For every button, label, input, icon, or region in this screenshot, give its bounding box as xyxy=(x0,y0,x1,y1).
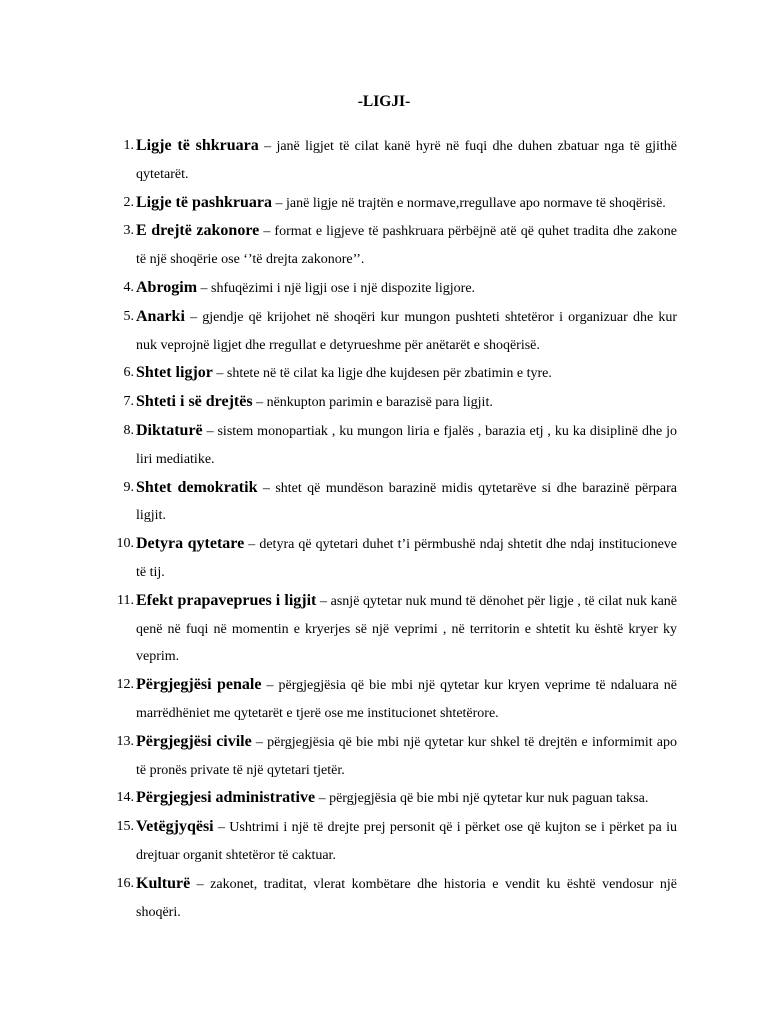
glossary-item xyxy=(116,813,677,870)
item-term: Ligje të pashkruara xyxy=(136,193,272,211)
glossary-item xyxy=(123,189,677,218)
item-separator: – xyxy=(190,876,211,892)
item-separator: – xyxy=(212,366,227,382)
item-number: 11. xyxy=(117,592,134,608)
item-separator: – xyxy=(251,734,268,750)
item-separator: – xyxy=(272,195,286,211)
item-separator: – xyxy=(258,139,277,154)
item-definition: nënkupton parimin e barazisë para ligjit. xyxy=(266,395,493,411)
item-number: 9. xyxy=(123,479,134,495)
item-separator: – xyxy=(244,537,260,553)
item-definition: përgjegjësia që bie mbi një qytetar kur nuk paguan taksa. xyxy=(329,791,649,807)
item-definition: gjendje që krijohet në shoqëri kur mungon pushteti shtetëror i organizuar dhe kur nuk veprojnë ligjet dhe rregullat e detyrueshme për anëtarët e shoqërisë. xyxy=(136,309,678,353)
item-number: 2. xyxy=(123,194,134,210)
glossary-item xyxy=(116,784,677,813)
item-term: E drejtë zakonore xyxy=(136,222,260,240)
item-definition: asnjë qytetar nuk mund të dënohet për ligje , të cilat nuk kanë qenë në fuqi në momentin e kryerjes së një veprimi , në territorin e shtetit ku është kryer ky veprim. xyxy=(136,593,677,665)
item-term: Detyra qytetare xyxy=(136,535,245,553)
item-term: Diktaturë xyxy=(136,421,203,439)
glossary-item xyxy=(123,388,677,417)
item-number: 15. xyxy=(116,819,134,835)
item-definition: shfuqëzimi i një ligji ose i një dispozite ligjore. xyxy=(211,280,476,296)
item-separator: – xyxy=(213,820,230,836)
item-term: Ligje të shkruara xyxy=(136,137,259,154)
item-number: 1. xyxy=(123,138,134,153)
item-separator: – xyxy=(315,791,330,807)
item-definition: Ushtrimi i një të drejte prej personit që i përket ose që kujton se i përket pa iu drejtuar organit shtetëror të caktuar. xyxy=(136,820,677,863)
glossary-item xyxy=(116,870,677,927)
item-definition: detyra që qytetari duhet t’i përmbushë ndaj shtetit dhe ndaj institucioneve të tij. xyxy=(136,537,678,580)
glossary-item xyxy=(116,530,678,587)
item-term: Përgjegjësi civile xyxy=(136,732,252,750)
item-number: 14. xyxy=(116,790,134,806)
item-separator: – xyxy=(261,678,279,694)
item-definition: përgjegjësia që bie mbi një qytetar kur kryen veprime të ndaluara në marrëdhëniet me qytetarët e tjerë ose me institucionet shtetërore. xyxy=(136,678,678,721)
item-term: Shteti i së drejtës xyxy=(136,393,253,411)
item-definition: përgjegjësia që bie mbi një qytetar kur shkel të drejtën e informimit apo të pronës private të një qytetari tjetër. xyxy=(136,734,678,778)
item-term: Anarki xyxy=(136,307,185,325)
item-number: 12. xyxy=(116,677,134,693)
glossary-item xyxy=(123,217,677,274)
glossary-item xyxy=(123,359,677,388)
item-term: Përgjegjesi administrative xyxy=(136,789,316,807)
item-definition: shtet që mundëson barazinë midis qytetarëve si dhe barazinë përpara ligjit. xyxy=(136,480,678,524)
item-number: 10. xyxy=(116,536,134,552)
document-title: -LIGJI- xyxy=(357,93,411,110)
item-number: 5. xyxy=(123,308,134,324)
item-separator: – xyxy=(257,480,276,496)
item-separator: – xyxy=(184,309,203,325)
item-term: Kulturë xyxy=(136,874,191,892)
item-definition: janë ligjet të cilat kanë hyrë në fuqi dhe duhen zbatuar nga të gjithë qytetarët. xyxy=(136,139,677,182)
item-definition: zakonet, traditat, vlerat kombëtare dhe historia e vendit ku është vendosur një shoqëri. xyxy=(136,876,677,920)
glossary-list xyxy=(0,132,768,926)
glossary-item xyxy=(123,417,677,474)
item-number: 3. xyxy=(123,223,134,239)
item-number: 6. xyxy=(123,365,134,381)
item-separator: – xyxy=(202,423,218,439)
item-definition: janë ligje në trajtën e normave,rregullave apo normave të shoqërisë. xyxy=(286,195,666,211)
glossary-item xyxy=(116,671,678,728)
item-number: 8. xyxy=(123,422,134,438)
item-number: 7. xyxy=(123,394,134,410)
item-separator: – xyxy=(197,280,212,296)
item-term: Përgjegjësi penale xyxy=(136,676,262,694)
glossary-item xyxy=(123,274,677,303)
item-definition: format e ligjeve të pashkruara përbëjnë atë që quhet tradita dhe zakone të një shoqërie ose ‘’të drejta zakonore’’. xyxy=(136,224,677,268)
item-term: Efekt prapaveprues i ligjit xyxy=(136,591,317,609)
item-definition: sistem monopartiak , ku mungon liria e fjalës , barazia etj , ku ka disiplinë dhe jo liri mediatike. xyxy=(136,423,677,467)
item-term: Abrogim xyxy=(136,278,198,296)
item-separator: – xyxy=(259,224,275,240)
glossary-item xyxy=(123,474,678,531)
glossary-item xyxy=(116,728,678,785)
item-term: Shtet ligjor xyxy=(136,364,213,382)
glossary-item xyxy=(117,587,677,671)
item-separator: – xyxy=(252,395,267,411)
item-number: 13. xyxy=(116,733,134,749)
item-definition: shtete në të cilat ka ligje dhe kujdesen për zbatimin e tyre. xyxy=(226,366,552,382)
item-number: 16. xyxy=(116,875,134,891)
item-separator: – xyxy=(316,593,331,609)
item-number: 4. xyxy=(123,279,134,295)
glossary-item xyxy=(123,303,678,360)
item-term: Vetëgjyqësi xyxy=(136,818,214,836)
item-term: Shtet demokratik xyxy=(136,478,258,496)
glossary-item xyxy=(123,132,677,189)
